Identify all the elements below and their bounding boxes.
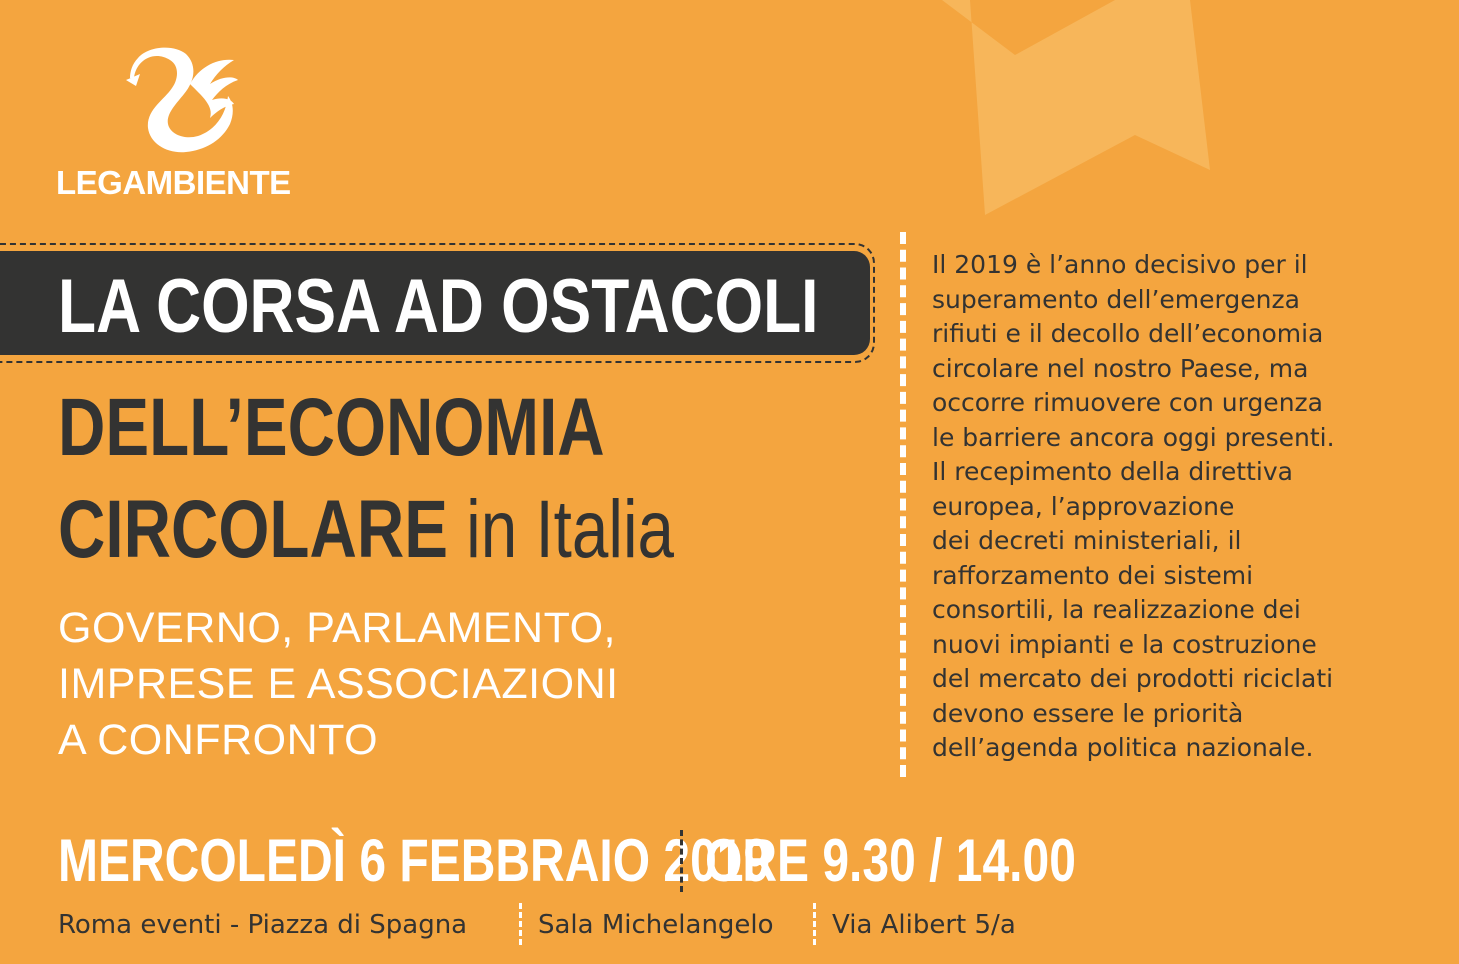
event-place: Roma eventi - Piazza di Spagna [58, 910, 468, 940]
legambiente-logo [56, 44, 316, 204]
title-line-2: DELL’ECONOMIA [58, 382, 605, 473]
description-line: occorre rimuovere con urgenza [932, 388, 1323, 417]
description-line: dei decreti ministeriali, il [932, 526, 1242, 555]
description-line: Il recepimento della direttiva [932, 457, 1293, 486]
description [932, 248, 1432, 766]
description-line: europea, l’approvazione [932, 491, 1235, 521]
title-line-1: LA CORSA AD OSTACOLI [58, 264, 819, 349]
swan-icon [126, 44, 238, 160]
description-line: rafforzamento dei sistemi [932, 560, 1254, 590]
vertical-divider [900, 232, 906, 777]
subtitle-line: IMPRESE E ASSOCIAZIONI [58, 660, 619, 708]
description-line: Il 2019 è l’anno decisivo per il [932, 250, 1308, 279]
title-line-3-suffix: in Italia [447, 484, 675, 575]
description-line: dell’agenda politica nazionale. [932, 733, 1314, 762]
title-line-3-main: CIRCOLARE [58, 484, 448, 575]
description-line: nuovi impianti e la costruzione [932, 629, 1317, 659]
date-time-separator [680, 830, 683, 892]
event-date-text: MERCOLEDÌ 6 FEBBRAIO 2019 [58, 827, 771, 894]
event-room: Sala Michelangelo [538, 910, 774, 940]
event-address: Via Alibert 5/a [832, 910, 1016, 940]
arrow-decoration [930, 0, 1230, 230]
subtitle-line: GOVERNO, PARLAMENTO, [58, 604, 616, 652]
description-line: del mercato dei prodotti riciclati [932, 664, 1334, 693]
venue-separator [813, 903, 816, 945]
description-line: superamento dell’emergenza [932, 284, 1300, 314]
event-time: ORE 9.30 / 14.00 [705, 827, 1076, 894]
description-line: rifiuti e il decollo dell’economia [932, 319, 1324, 348]
description-line: consortili, la realizzazione dei [932, 595, 1301, 624]
subtitle-line: A CONFRONTO [58, 716, 379, 764]
description-line: circolare nel nostro Paese, ma [932, 353, 1309, 383]
description-line: le barriere ancora oggi presenti. [932, 422, 1335, 452]
description-line: devono essere le priorità [932, 698, 1244, 728]
logo-text: LEGAMBIENTE [56, 164, 291, 201]
subtitle [58, 600, 758, 768]
title-line-3 [58, 480, 698, 580]
venue-separator [519, 903, 522, 945]
